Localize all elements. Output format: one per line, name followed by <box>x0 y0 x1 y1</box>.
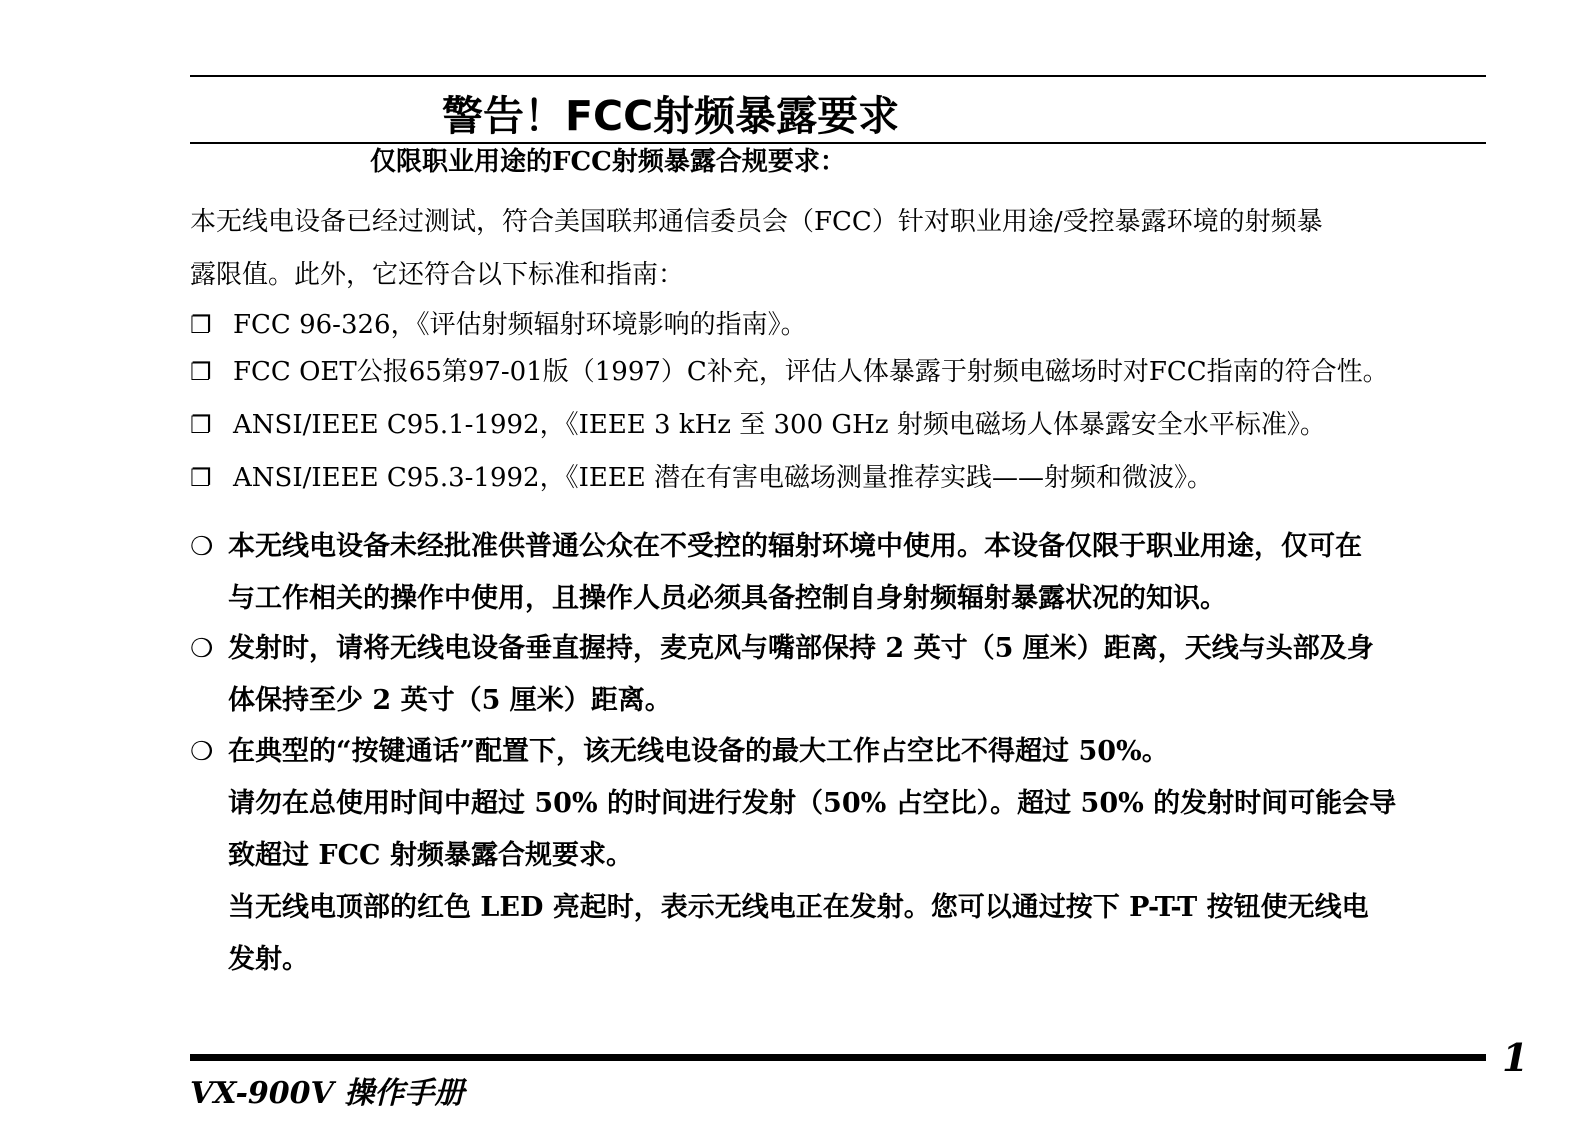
footer-label <box>190 1074 464 1114</box>
circle-bullet-icon: ❍ <box>190 532 214 562</box>
page-number: 1 <box>1502 1035 1529 1080</box>
standard-text: ANSI/IEEE C95.1-1992，《IEEE 3 kHz 至 300 GHz 射频电磁场人体暴露安全水平标准》。 <box>233 410 1326 440</box>
intro-paragraph <box>190 196 1490 302</box>
bullet-line: 体保持至少 2 英寸（5 厘米）距离。 <box>228 685 672 716</box>
bullet-text: 在典型的“按键通话”配置下，该无线电设备的最大工作占空比不得超过 50%。 <box>228 736 1169 767</box>
bullet-text: 发射时，请将无线电设备垂直握持，麦克风与嘴部保持 2 英寸（5 厘米）距离，天线与头部及身 <box>228 633 1374 664</box>
manual-name: 操作手册 <box>344 1076 465 1111</box>
model-name: VX-900V <box>190 1076 334 1111</box>
bullet-line: 当无线电顶部的红色 LED 亮起时，表示无线电正在发射。您可以通过按下 P-T-T 按钮使无线电 <box>228 892 1369 923</box>
circle-bullet-icon: ❍ <box>190 737 214 767</box>
intro-line: 本无线电设备已经过测试，符合美国联邦通信委员会（FCC）针对职业用途/受控暴露环境的射频暴 <box>190 207 1323 237</box>
warning-bullet <box>190 521 1490 625</box>
warning-bullet <box>190 726 1490 986</box>
bullet-line: 请勿在总使用时间中超过 50% 的时间进行发射（50% 占空比）。超过 50% 的发射时间可能会导 <box>228 788 1397 819</box>
standard-item <box>190 352 1389 392</box>
standard-item <box>190 405 1326 445</box>
bullet-line: 致超过 FCC 射频暴露合规要求。 <box>228 840 633 871</box>
checkbox-icon: ❐ <box>190 411 212 439</box>
footer-divider <box>190 1054 1486 1061</box>
circle-bullet-icon: ❍ <box>190 634 214 664</box>
warning-bullet <box>190 623 1490 727</box>
standard-text: FCC OET公报65第97-01版（1997）C补充，评估人体暴露于射频电磁场时对FCC指南的符合性。 <box>233 357 1389 387</box>
bullet-line <box>190 623 1490 675</box>
bullet-line <box>190 521 1490 573</box>
standard-text: FCC 96-326，《评估射频辐射环境影响的指南》。 <box>233 310 807 340</box>
intro-line: 露限值。此外，它还符合以下标准和指南： <box>190 260 685 290</box>
page-title: 警告！FCC射频暴露要求 <box>442 92 900 140</box>
checkbox-icon: ❐ <box>190 311 212 339</box>
standard-item <box>190 305 807 345</box>
section-subtitle: 仅限职业用途的FCC射频暴露合规要求： <box>370 147 846 177</box>
bullet-line: 与工作相关的操作中使用，且操作人员必须具备控制自身射频辐射暴露状况的知识。 <box>228 583 1227 614</box>
standard-item <box>190 458 1213 498</box>
standard-text: ANSI/IEEE C95.3-1992，《IEEE 潜在有害电磁场测量推荐实践——射频和微波》。 <box>233 463 1214 493</box>
top-divider <box>190 75 1486 77</box>
checkbox-icon: ❐ <box>190 358 212 386</box>
bullet-line: 发射。 <box>228 944 309 975</box>
bullet-text: 本无线电设备未经批准供普通公众在不受控的辐射环境中使用。本设备仅限于职业用途，仅可在 <box>228 531 1362 562</box>
checkbox-icon: ❐ <box>190 464 212 492</box>
bullet-line <box>190 726 1490 778</box>
